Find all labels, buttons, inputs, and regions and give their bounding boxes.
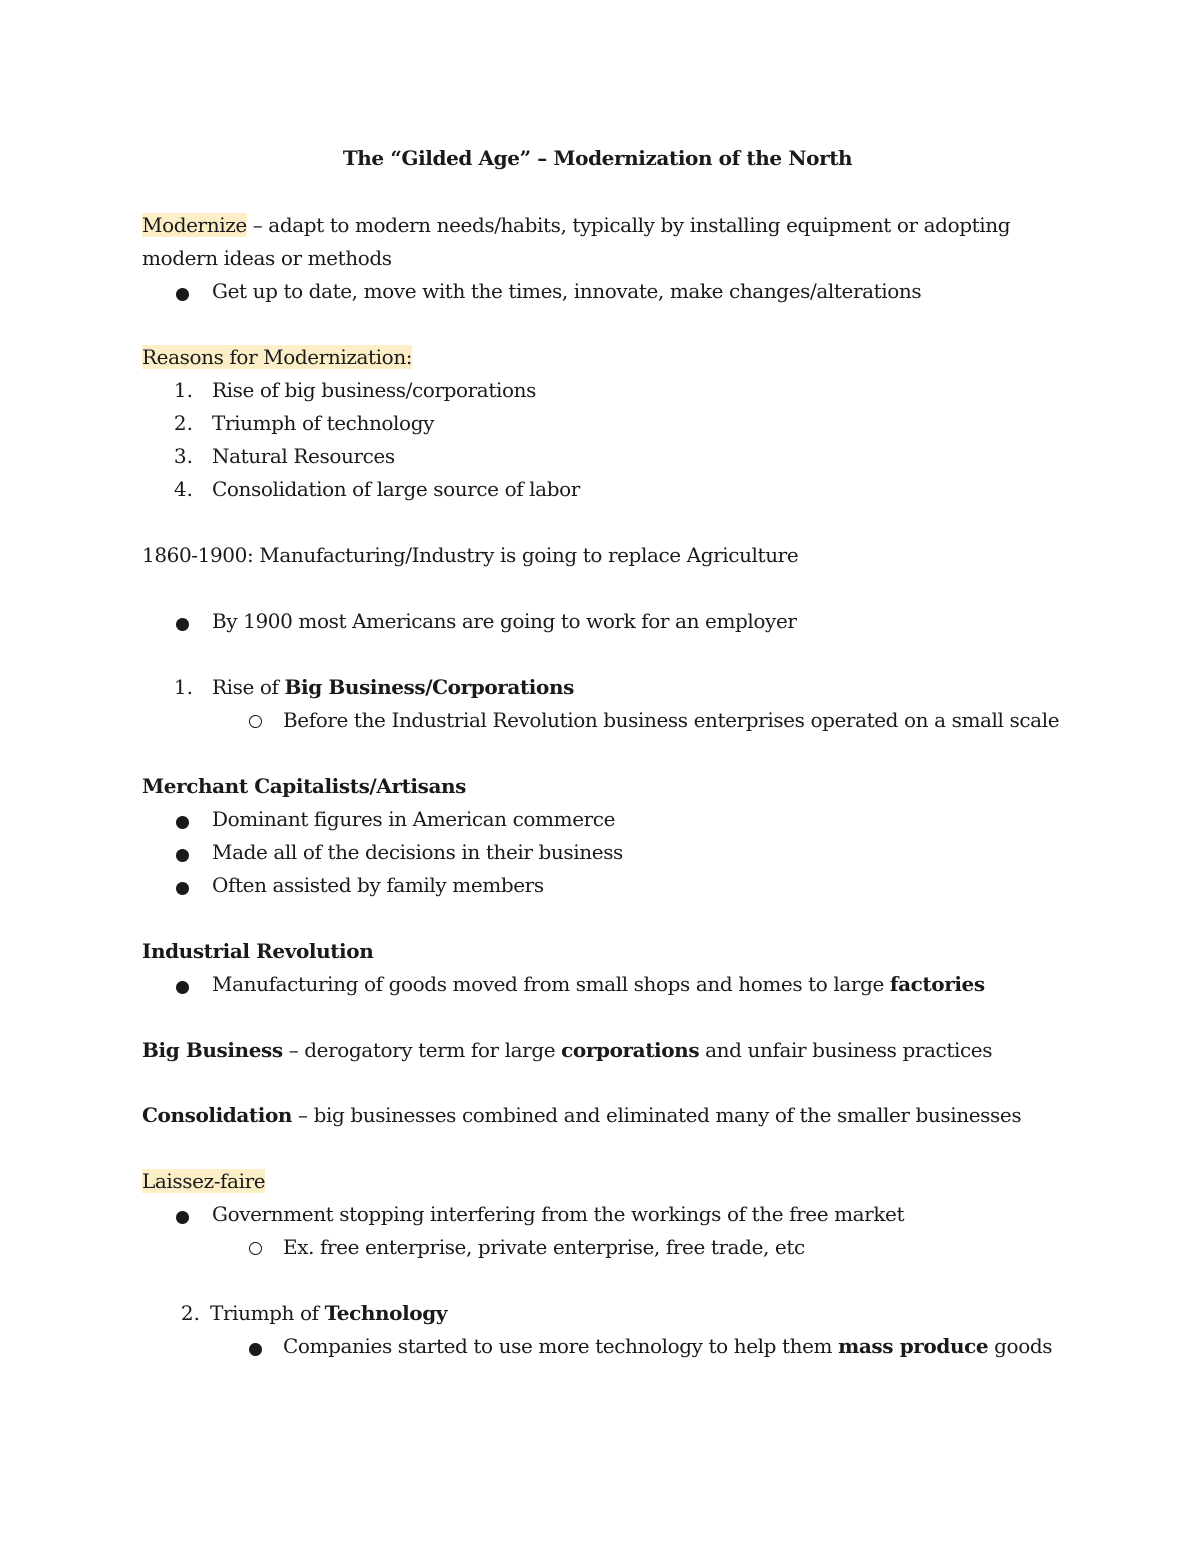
merchant-bullet-2: Made all of the decisions in their business (212, 840, 623, 864)
reasons-item-3: Natural Resources (212, 444, 395, 468)
section2-prefix: Triumph of (210, 1301, 325, 1325)
era-bullet: By 1900 most Americans are going to work for an employer (212, 609, 797, 633)
industrial-heading: Industrial Revolution (142, 939, 374, 963)
bullet-ring-icon (249, 1242, 262, 1255)
section2-bold: Technology (324, 1301, 448, 1325)
bullet-dot-icon (176, 981, 189, 994)
laissez-sub: Ex. free enterprise, private enterprise, free trade, etc (283, 1235, 805, 1259)
section1-num: 1. (173, 675, 193, 699)
laissez-bullet: Government stopping interfering from the workings of the free market (212, 1202, 905, 1226)
section2-bullet-end: goods (988, 1334, 1053, 1358)
laissez-heading (142, 1165, 265, 1198)
section1-sub: Before the Industrial Revolution business enterprises operated on a small scale (283, 708, 1060, 732)
big-business-end: and unfair business practices (699, 1038, 993, 1062)
laissez-term: Laissez-faire (142, 1169, 266, 1193)
merchant-bullet-3: Often assisted by family members (212, 873, 544, 897)
reasons-num-4: 4. (173, 477, 193, 501)
reasons-heading-text: Reasons for Modernization: (142, 345, 413, 369)
reasons-item-1: Rise of big business/corporations (212, 378, 536, 402)
merchant-bullet-1: Dominant figures in American commerce (212, 807, 616, 831)
modernize-bullet: Get up to date, move with the times, innovate, make changes/alterations (212, 279, 922, 303)
era-line: 1860-1900: Manufacturing/Industry is going to replace Agriculture (142, 543, 799, 567)
big-business-mid: – derogatory term for large (282, 1038, 562, 1062)
modernize-def-line2: modern ideas or methods (142, 246, 392, 270)
modernize-definition (142, 209, 1010, 242)
industrial-bullet-bold: factories (889, 972, 985, 996)
reasons-item-4: Consolidation of large source of labor (212, 477, 580, 501)
section1-bold: Big Business/Corporations (284, 675, 574, 699)
industrial-bullet-text: Manufacturing of goods moved from small shops and homes to large (212, 972, 890, 996)
merchant-heading: Merchant Capitalists/Artisans (142, 774, 467, 798)
bullet-dot-icon (176, 849, 189, 862)
bullet-dot-icon (176, 288, 189, 301)
consolidation-definition (142, 1099, 1021, 1132)
modernize-def-line1: – adapt to modern needs/habits, typically by installing equipment or adopting (246, 213, 1011, 237)
modernize-term: Modernize (142, 213, 247, 237)
big-business-term: Big Business (142, 1038, 283, 1062)
page-title: The “Gilded Age” – Modernization of the North (342, 146, 853, 170)
bullet-dot-icon (176, 1211, 189, 1224)
bullet-dot-icon (176, 816, 189, 829)
section1-prefix: Rise of (212, 675, 285, 699)
section2-num: 2. (180, 1301, 200, 1325)
bullet-ring-icon (249, 715, 262, 728)
bullet-dot-icon (176, 618, 189, 631)
reasons-heading (142, 341, 412, 374)
section2-bullet-text: Companies started to use more technology to help them (283, 1334, 839, 1358)
section2-bullet-bold: mass produce (838, 1334, 989, 1358)
consolidation-def: – big businesses combined and eliminated many of the smaller businesses (292, 1103, 1022, 1127)
reasons-num-1: 1. (173, 378, 193, 402)
reasons-item-2: Triumph of technology (212, 411, 435, 435)
industrial-bullet (212, 968, 985, 1001)
big-business-bold: corporations (561, 1038, 700, 1062)
section1-heading (212, 671, 574, 704)
section2-heading (210, 1297, 447, 1330)
reasons-num-2: 2. (173, 411, 193, 435)
big-business-definition (142, 1034, 992, 1067)
reasons-num-3: 3. (173, 444, 193, 468)
consolidation-term: Consolidation (142, 1103, 293, 1127)
bullet-dot-icon (176, 882, 189, 895)
section2-bullet (283, 1330, 1052, 1363)
bullet-dot-icon (249, 1343, 262, 1356)
